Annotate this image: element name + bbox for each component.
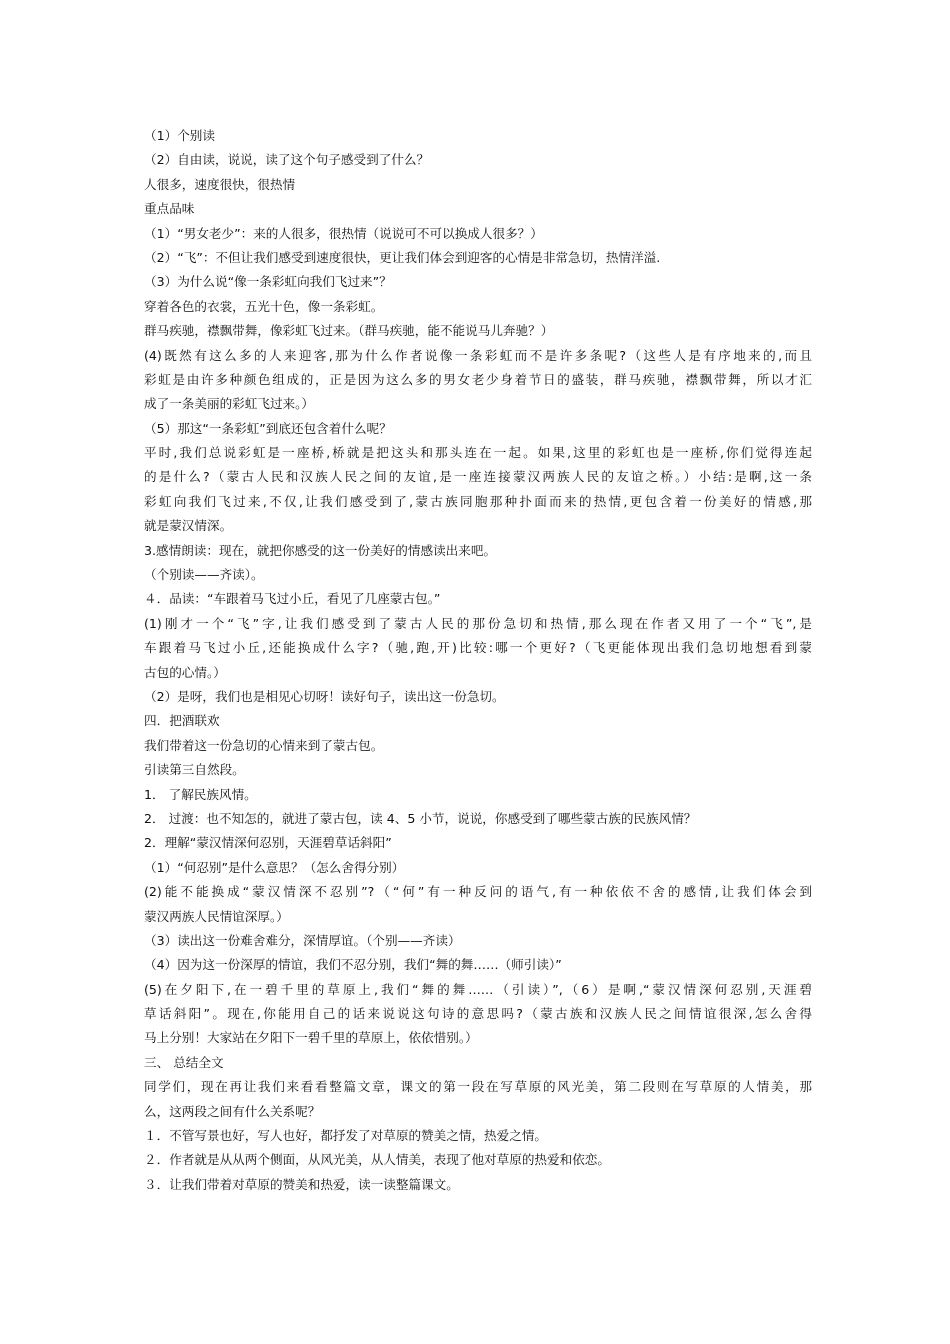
text-line: （2）是呀，我们也是相见心切呀！读好句子，读出这一份急切。 [144, 688, 505, 704]
text-line: 马上分别！大家站在夕阳下一碧千里的草原上，依依惜别。） [144, 1030, 478, 1046]
text-line: 彩虹是由许多种颜色组成的，正是因为这么多的男女老少身着节日的盛装，群马疾驰，襟飘带舞，所以才汇 [144, 371, 812, 387]
text-line: 2． 过渡：也不知怎的，就进了蒙古包，读 4、5 小节，说说，你感受到了哪些蒙古族的民族风情？ [144, 810, 697, 826]
text-line: 3.感情朗读：现在，就把你感受的这一份美好的情感读出来吧。 [144, 542, 497, 558]
text-line: 1． 了解民族风情。 [144, 786, 257, 802]
text-line: (1)刚才一个“飞”字,让我们感受到了蒙古人民的那份急切和热情,那么现在作者又用了一个“飞”,是 [144, 615, 812, 631]
text-line: 蒙汉两族人民情谊深厚。） [144, 908, 289, 924]
text-line: 成了一条美丽的彩虹飞过来。） [144, 396, 315, 412]
text-line: （4）因为这一份深厚的情谊，我们不忍分别，我们“舞的舞……（师引读）” [144, 957, 562, 973]
section-heading: 三、 总结全文 [144, 1054, 224, 1070]
text-line: (5)在夕阳下,在一碧千里的草原上,我们“舞的舞……（引读）”,（6）是啊,“蒙汉情深何忍别,天涯碧 [144, 981, 812, 997]
text-line: 2．理解“蒙汉情深何忍别，天涯碧草话斜阳” [144, 835, 392, 851]
document-body [144, 124, 812, 1197]
section-heading: 四．把酒联欢 [144, 713, 220, 729]
text-line: 引读第三自然段。 [144, 762, 245, 778]
text-line: 么，这两段之间有什么关系呢？ [144, 1103, 321, 1119]
text-line: （3）为什么说“像一条彩虹向我们飞过来”？ [144, 274, 392, 290]
text-line: （5）那这“一条彩虹”到底还包含着什么呢？ [144, 420, 392, 436]
text-line: （1）“何忍别”是什么意思？（怎么舍得分别） [144, 859, 405, 875]
text-line: （1）个别读 [144, 128, 215, 143]
text-line: 同学们，现在再让我们来看看整篇文章，课文的第一段在写草原的风光美，第二段则在写草原的人情美，那 [144, 1079, 812, 1095]
text-line: 穿着各色的衣裳，五光十色，像一条彩虹。 [144, 298, 384, 314]
text-line: １．不管写景也好，写人也好，都抒发了对草原的赞美之情，热爱之情。 [144, 1128, 547, 1144]
text-line: ２．作者就是从从两个侧面，从风光美，从人情美，表现了他对草原的热爱和依恋。 [144, 1152, 610, 1168]
text-line: ３．让我们带着对草原的赞美和热爱，读一读整篇课文。 [144, 1176, 459, 1192]
text-line: 我们带着这一份急切的心情来到了蒙古包。 [144, 737, 384, 753]
text-line: 车跟着马飞过小丘,还能换成什么字?（驰,跑,开)比较:哪一个更好?（飞更能体现出我们急切地想看到蒙 [144, 640, 812, 656]
text-line: （3）读出这一份难舍难分，深情厚谊。（个别——齐读） [144, 932, 461, 948]
text-line: 彩虹向我们飞过来,不仅,让我们感受到了,蒙古族同胞那种扑面而来的热情,更包含着一份美好的情感,那 [144, 493, 812, 509]
text-line: 平时,我们总说彩虹是一座桥,桥就是把这头和那头连在一起。如果,这里的彩虹也是一座桥,你们觉得连起 [144, 445, 812, 461]
text-line: ４．品读：“车跟着马飞过小丘，看见了几座蒙古包。” [144, 591, 441, 607]
text-line: 草话斜阳”。现在,你能用自己的话来说说这句诗的意思吗?（蒙古族和汉族人民之间情谊很深,怎么舍得 [144, 1006, 812, 1022]
text-line: （个别读——齐读）。 [144, 567, 264, 583]
text-line: 重点品味 [144, 201, 195, 217]
text-line: 就是蒙汉情深。 [144, 518, 233, 534]
text-line: (4)既然有这么多的人来迎客,那为什么作者说像一条彩虹而不是许多条呢?（这些人是有序地来的,而且 [144, 347, 812, 363]
text-line: （2）“飞”：不但让我们感受到速度很快，更让我们体会到迎客的心情是非常急切，热情洋溢. [144, 249, 661, 265]
text-line: （1）“男女老少”：来的人很多，很热情（说说可不可以换成人很多？） [144, 225, 543, 241]
text-line: 人很多，速度很快，很热情 [144, 176, 296, 192]
text-line: (2)能不能换成“蒙汉情深不忍别”?（“何”有一种反问的语气,有一种依依不舍的感情,让我们体会到 [144, 884, 812, 900]
text-line: 群马疾驰，襟飘带舞，像彩虹飞过来。（群马疾驰，能不能说马儿奔驰？） [144, 323, 554, 339]
text-line: 古包的心情。） [144, 664, 226, 680]
text-line: （2）自由读，说说，读了这个句子感受到了什么？ [144, 152, 430, 168]
text-line: 的是什么?（蒙古人民和汉族人民之间的友谊,是一座连接蒙汉两族人民的友谊之桥。）小结:是啊,这一条 [144, 469, 812, 485]
